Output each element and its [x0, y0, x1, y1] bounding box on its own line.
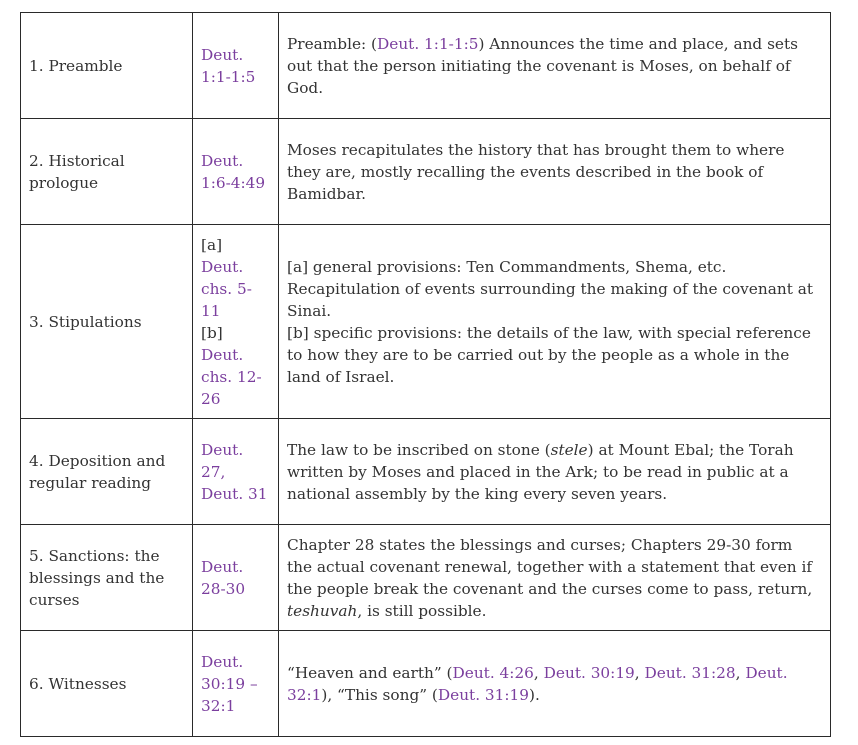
reference-link[interactable]: Deut. 30:19: [543, 663, 635, 682]
stage-cell: 6. Witnesses: [21, 631, 193, 737]
reference-link[interactable]: Deut. 31:19: [437, 685, 530, 704]
table-row: [21, 13, 831, 119]
description-text: ), “This song” (: [321, 685, 438, 704]
reference-link[interactable]: Deut. 1:6-4:49: [193, 119, 279, 225]
description-cell: [279, 419, 831, 525]
reference-link[interactable]: Deut. 28-30: [193, 525, 279, 631]
table-row: [21, 631, 831, 737]
description-text: ,: [533, 663, 544, 682]
table-row: [21, 225, 831, 419]
reference-link[interactable]: Deut. 31:28: [644, 663, 736, 682]
description-line: [a] general provisions: Ten Commandments, Shema, etc. Recapitulation of events surrounding the making of the covenant at Sinai.: [287, 257, 813, 320]
description-line: [b] specific provisions: the details of the law, with special reference to how they are to be carried out by the people as a whole in the land of Israel.: [287, 323, 811, 386]
reference-link[interactable]: Deut. 1:1-1:5: [377, 34, 479, 53]
description-text: ,: [735, 663, 746, 682]
reference-label: [b]: [201, 323, 223, 342]
description-text: The law to be inscribed on stone (: [287, 440, 551, 459]
description-text: ) Announces the time and place, and sets out that the person initiating the covenant is Moses, on behalf of God.: [287, 34, 798, 97]
stage-cell: 1. Preamble: [21, 13, 193, 119]
description-text: Chapter 28 states the blessings and curses; Chapters 29-30 form the actual covenant renewal, together with a statement that even if the people break the covenant and the curses come to pass, return,: [287, 535, 813, 598]
stage-cell: 4. Deposition and regular reading: [21, 419, 193, 525]
description-text: , is still possible.: [357, 601, 487, 620]
description-cell: [279, 525, 831, 631]
italic-term: teshuvah: [287, 601, 358, 620]
reference-link[interactable]: Deut. 1:1-1:5: [193, 13, 279, 119]
description-text: ).: [529, 685, 540, 704]
reference-cell: [193, 225, 279, 419]
description-text: Preamble: (: [287, 34, 378, 53]
stage-cell: 3. Stipulations: [21, 225, 193, 419]
reference-link[interactable]: Deut. 27, Deut. 31: [193, 419, 279, 525]
reference-link[interactable]: Deut. chs. 12-26: [201, 345, 262, 408]
reference-label: [a]: [201, 235, 223, 254]
table-row: [21, 525, 831, 631]
description-cell: [279, 119, 831, 225]
table-row: [21, 419, 831, 525]
description-text: ,: [634, 663, 645, 682]
stage-cell: 2. Historical prologue: [21, 119, 193, 225]
table-row: [21, 119, 831, 225]
reference-link[interactable]: Deut. chs. 5-11: [201, 257, 252, 320]
description-text: “Heaven and earth” (: [287, 663, 453, 682]
description-text: Moses recapitulates the history that has brought them to where they are, mostly recalling the events described in the book of Bamidbar.: [287, 140, 785, 203]
reference-link[interactable]: Deut. 32:1: [287, 663, 788, 704]
italic-term: stele: [550, 440, 588, 459]
description-cell: [279, 225, 831, 419]
covenant-structure-table: [20, 12, 831, 737]
description-cell: [279, 631, 831, 737]
reference-link[interactable]: Deut. 30:19 – 32:1: [193, 631, 279, 737]
description-text: ) at Mount Ebal; the Torah written by Moses and placed in the Ark; to be read in public at a national assembly by the king every seven years.: [287, 440, 794, 503]
reference-link[interactable]: Deut. 4:26: [452, 663, 534, 682]
description-cell: [279, 13, 831, 119]
stage-cell: 5. Sanctions: the blessings and the curses: [21, 525, 193, 631]
